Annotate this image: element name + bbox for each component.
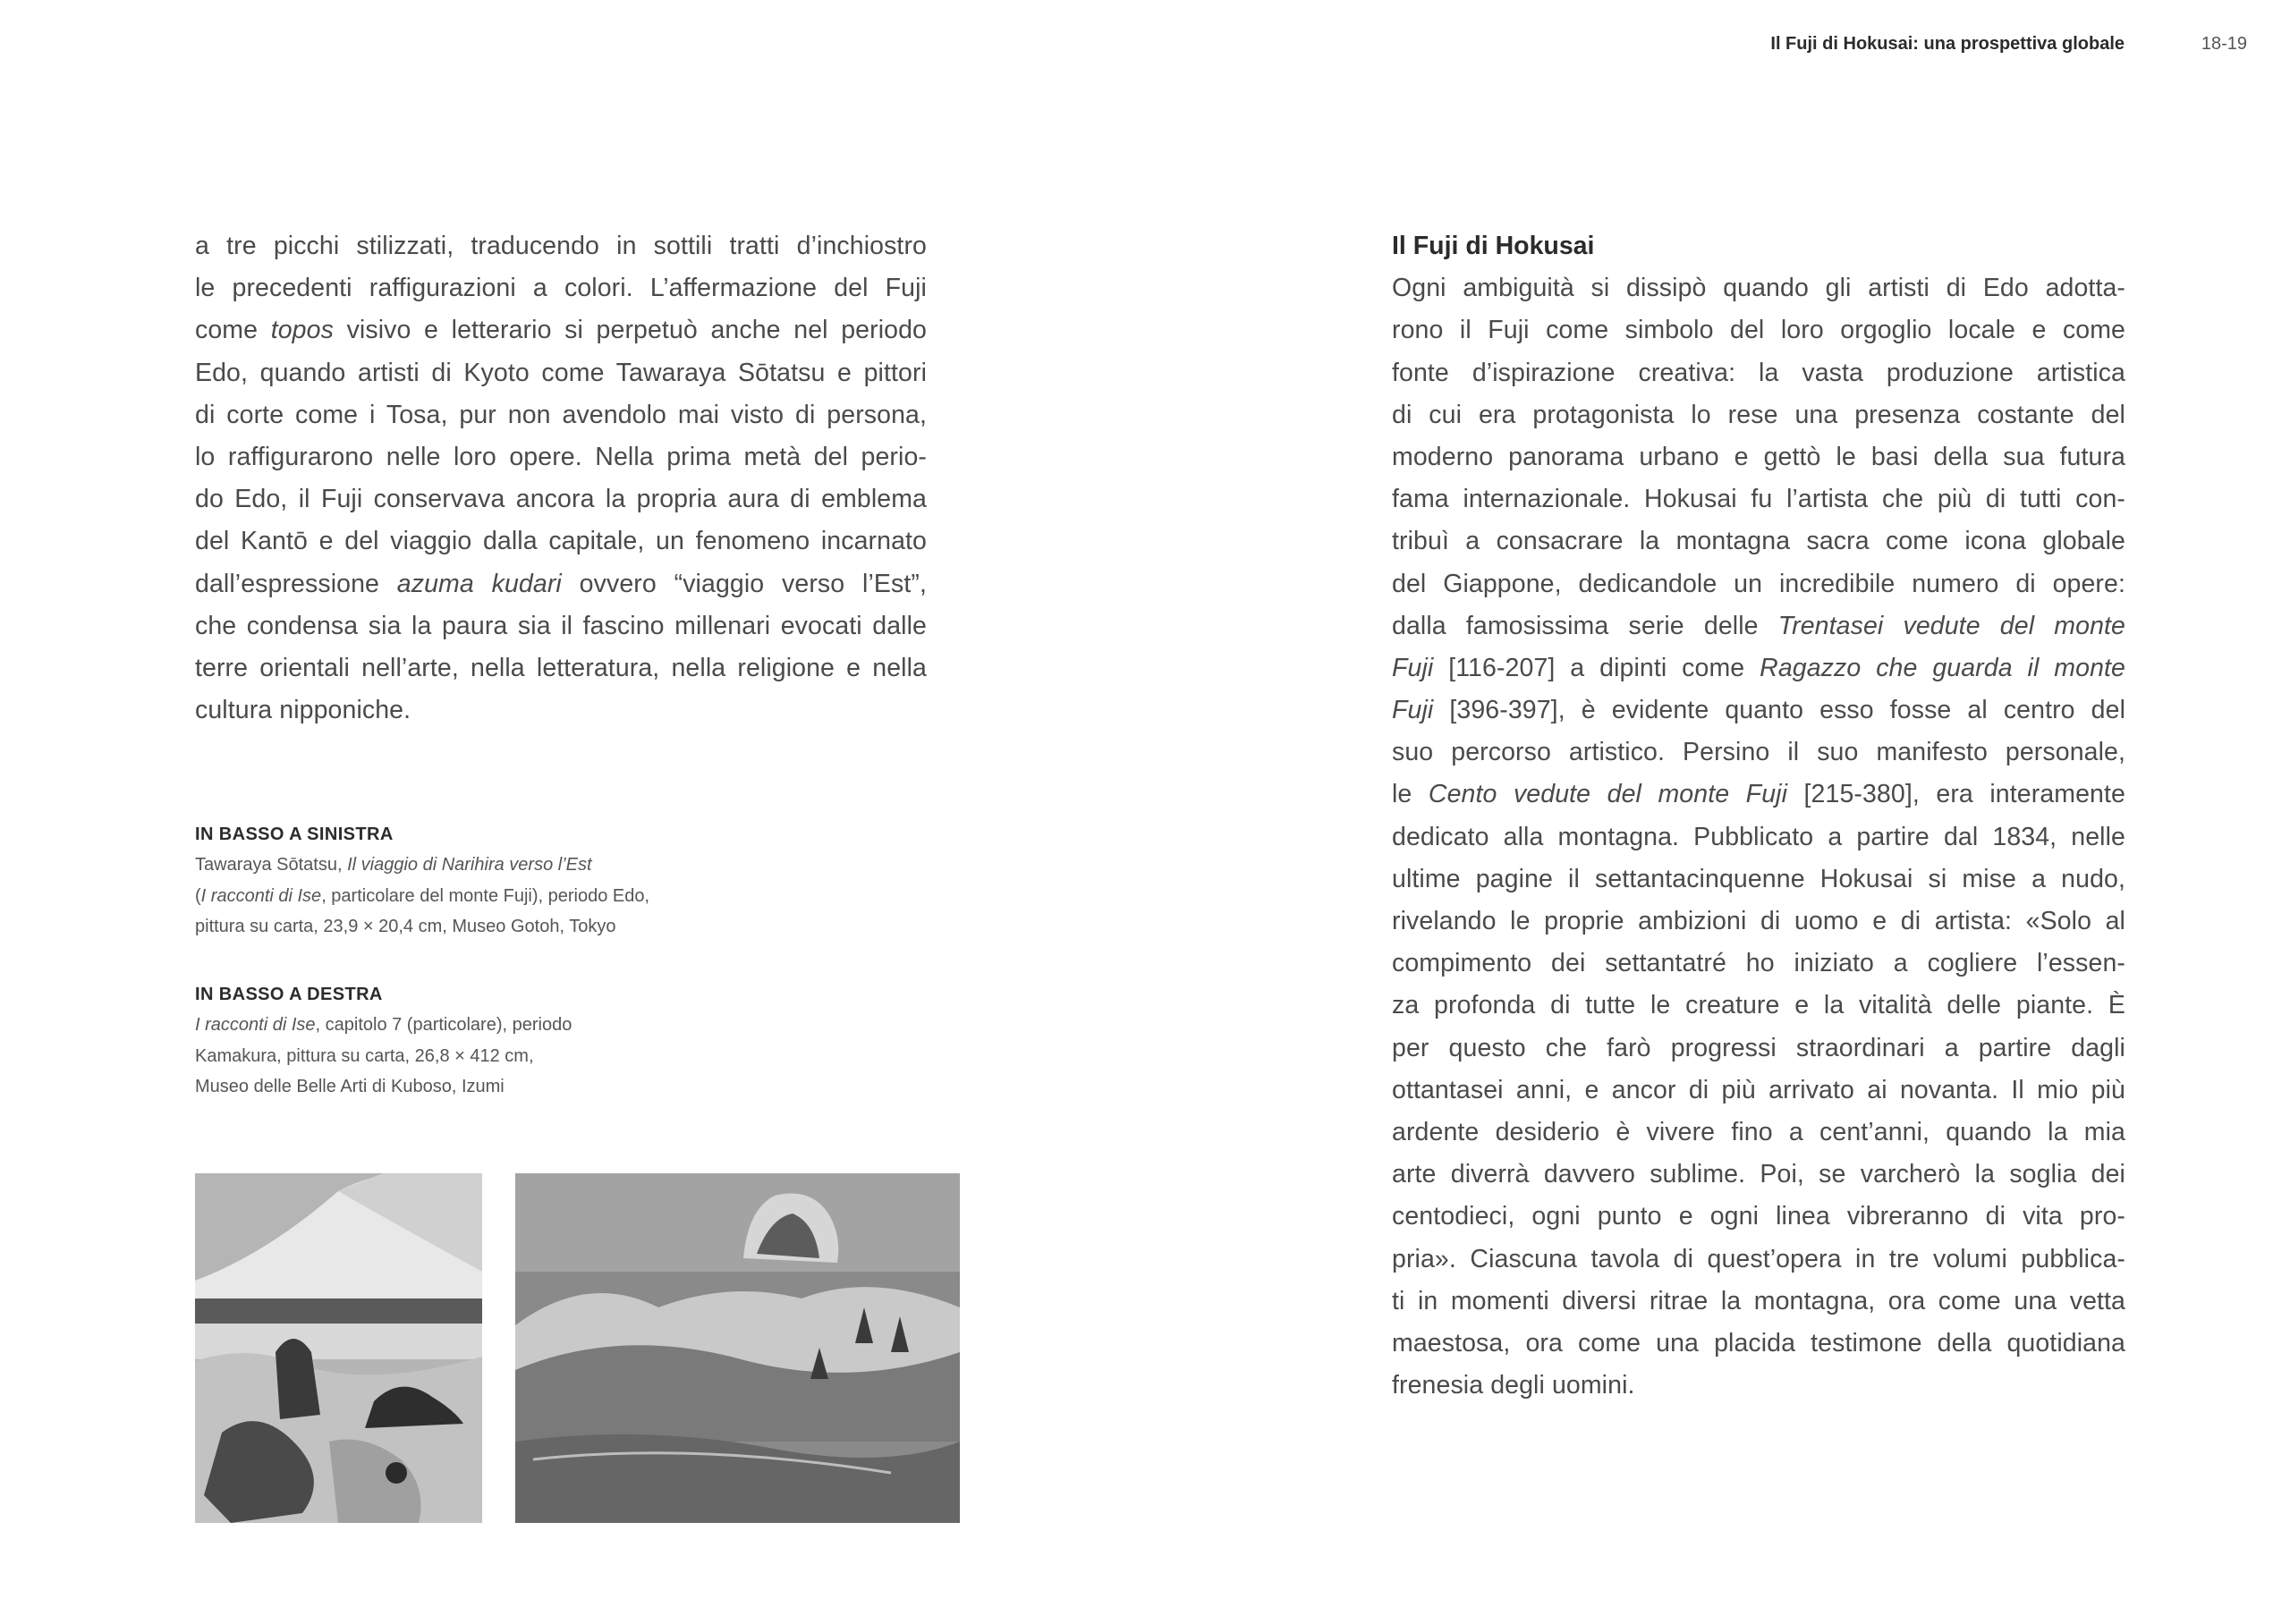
italic-text: topos [270, 316, 334, 345]
caption-bottom-left [195, 819, 821, 943]
body-text-line [1392, 689, 2125, 732]
text-run: pittura su carta, 23,9 × 20,4 cm, Museo Gotoh, Tokyo [195, 917, 616, 936]
body-text-line [1392, 901, 2125, 943]
body-text-line [1392, 394, 2125, 436]
text-run: centodieci, ogni punto e ogni linea vibreranno di vita pro- [1392, 1202, 2125, 1231]
italic-text: azuma kudari [396, 569, 562, 598]
body-text-line [1392, 352, 2125, 394]
body-text-line [1392, 309, 2125, 351]
italic-text: Cento vedute del monte Fuji [1428, 780, 1788, 809]
section-heading: Il Fuji di Hokusai [1392, 232, 1595, 260]
text-run: terre orientali nell’arte, nella letteratura, nella religione e nella [195, 653, 927, 682]
body-text-line [195, 520, 927, 562]
italic-text: Fuji [1392, 696, 1434, 725]
body-text-line [1392, 436, 2125, 478]
text-run: Edo, quando artisti di Kyoto come Tawaraya Sōtatsu e pittori [195, 358, 927, 387]
header-title: Il Fuji di Hokusai: una prospettiva globale [1770, 34, 2125, 54]
body-text-line [1392, 1281, 2125, 1323]
text-run: dedicato alla montagna. Pubblicato a partire dal 1834, nelle [1392, 822, 2125, 851]
text-run: ovvero “viaggio verso l’Est”, [561, 569, 927, 598]
body-text-line [1392, 1323, 2125, 1365]
body-text-line [1392, 943, 2125, 985]
page-numbers: 18-19 [2201, 34, 2247, 54]
text-run: frenesia degli uomini. [1392, 1371, 1635, 1400]
body-text-line [1392, 816, 2125, 859]
italic-text: I racconti di Ise [195, 1015, 316, 1035]
caption-line [195, 911, 821, 943]
text-run: [215-380], era interamente [1787, 780, 2125, 809]
body-text-line [1392, 478, 2125, 520]
caption-title: IN BASSO A SINISTRA [195, 825, 394, 844]
body-text-line [195, 647, 927, 689]
text-run: Museo delle Belle Arti di Kuboso, Izumi [195, 1077, 505, 1096]
body-text-line [195, 267, 927, 309]
text-run: dalla famosissima serie delle [1392, 611, 1778, 640]
body-text-line [1392, 520, 2125, 562]
ise-monogatari-scroll [515, 1173, 960, 1523]
text-run: le [1392, 780, 1429, 809]
italic-text: Fuji [1392, 653, 1434, 682]
caption-line [195, 850, 821, 881]
caption-line [195, 881, 821, 912]
text-run: rivelando le proprie ambizioni di uomo e di artista: «Solo al [1392, 907, 2125, 935]
body-text-line [195, 309, 927, 351]
body-text-line [1392, 985, 2125, 1027]
body-text-line [1392, 563, 2125, 605]
text-run: pria». Ciascuna tavola di quest’opera in tre volumi pubblica- [1392, 1244, 2125, 1273]
text-run: di cui era protagonista lo rese una presenza costante del [1392, 400, 2125, 429]
body-text-line [1392, 732, 2125, 774]
text-run: Ogni ambiguità si dissipò quando gli artisti di Edo adotta- [1392, 274, 2125, 303]
italic-text: I racconti di Ise [200, 885, 322, 906]
caption-line [195, 1071, 821, 1103]
text-run: za profonda di tutte le creature e la vitalità delle piante. È [1392, 991, 2125, 1020]
italic-text: Ragazzo che guarda il monte [1760, 653, 2125, 682]
body-text-line [1392, 605, 2125, 647]
text-run: rono il Fuji come simbolo del loro orgoglio locale e come [1392, 316, 2125, 345]
text-run: lo raffigurarono nelle loro opere. Nella prima metà del perio- [195, 442, 927, 471]
text-run: del Kantō e del viaggio dalla capitale, un fenomeno incarnato [195, 527, 927, 556]
body-text-line [1392, 1070, 2125, 1112]
text-run: moderno panorama urbano e gettò le basi della sua futura [1392, 442, 2125, 471]
text-run: del Giappone, dedicandole un incredibile numero di opere: [1392, 569, 2125, 598]
text-run: , capitolo 7 (particolare), periodo [315, 1015, 572, 1035]
text-run: compimento dei settantatré ho iniziato a cogliere l’essen- [1392, 949, 2125, 978]
body-text-line [195, 225, 927, 267]
text-run: arte diverrà davvero sublime. Poi, se varcherò la soglia dei [1392, 1160, 2125, 1189]
body-text-line [1392, 267, 2125, 309]
text-run: ardente desiderio è vivere fino a cent’anni, quando la mia [1392, 1117, 2125, 1146]
body-text-line [1392, 1196, 2125, 1238]
italic-text: Trentasei vedute del monte [1777, 611, 2125, 640]
caption-title: IN BASSO A DESTRA [195, 985, 383, 1004]
body-text-line [195, 563, 927, 605]
text-run: suo percorso artistico. Persino il suo manifesto personale, [1392, 738, 2125, 767]
body-text-line [1392, 1365, 2125, 1407]
body-text-line [1392, 1112, 2125, 1154]
body-text-line [195, 394, 927, 436]
text-run: come [195, 316, 271, 345]
text-run: Tawaraya Sōtatsu, [195, 855, 348, 875]
caption-line [195, 1041, 821, 1072]
right-text-column [1392, 225, 2125, 1407]
text-run: Kamakura, pittura su carta, 26,8 × 412 cm, [195, 1045, 534, 1066]
text-run: di corte come i Tosa, pur non avendolo mai visto di persona, [195, 400, 927, 429]
text-run: ultime pagine il settantacinquenne Hokusai si mise a nudo, [1392, 864, 2125, 893]
body-text-line [1392, 859, 2125, 901]
text-run: a tre picchi stilizzati, traducendo in sottili tratti d’inchiostro [195, 232, 927, 260]
text-run: , particolare del monte Fuji), periodo Edo, [321, 885, 650, 906]
body-text-line [195, 436, 927, 478]
text-run: do Edo, il Fuji conservava ancora la propria aura di emblema [195, 485, 927, 514]
body-text-line [1392, 1154, 2125, 1196]
body-text-line [1392, 1239, 2125, 1281]
body-text-line [195, 352, 927, 394]
body-text-line [1392, 1028, 2125, 1070]
text-run: per questo che farò progressi straordinari a partire dagli [1392, 1033, 2125, 1062]
text-run: le precedenti raffigurazioni a colori. L’affermazione del Fuji [195, 274, 927, 303]
text-run: che condensa sia la paura sia il fascino millenari evocati dalle [195, 611, 927, 640]
text-run: maestosa, ora come una placida testimone della quotidiana [1392, 1328, 2125, 1358]
text-run: dall’espressione [195, 569, 397, 598]
text-run: ottantasei anni, e ancor di più arrivato ai novanta. Il mio più [1392, 1075, 2125, 1104]
body-text-line [195, 478, 927, 520]
text-run: ti in momenti diversi ritrae la montagna, ora come una vetta [1392, 1286, 2125, 1315]
text-run: cultura nipponiche. [195, 696, 411, 725]
text-run: [396-397], è evidente quanto esso fosse al centro del [1433, 696, 2125, 725]
caption-line [195, 1010, 821, 1041]
text-run: fama internazionale. Hokusai fu l’artista che più di tutti con- [1392, 485, 2125, 514]
italic-text: Il viaggio di Narihira verso l’Est [347, 855, 592, 875]
body-text-line [195, 689, 927, 732]
body-text-line [1392, 774, 2125, 816]
caption-bottom-right [195, 979, 821, 1103]
text-run: ( [195, 885, 201, 906]
body-text-line [1392, 647, 2125, 689]
left-text-column [195, 225, 927, 732]
text-run: [116-207] a dipinti come [1433, 653, 1760, 682]
text-run: visivo e letterario si perpetuò anche nel periodo [333, 316, 927, 345]
text-run: fonte d’ispirazione creativa: la vasta produzione artistica [1392, 358, 2125, 387]
sotatsu-narihira-painting [195, 1173, 482, 1523]
body-text-line [195, 605, 927, 647]
text-run: tribuì a consacrare la montagna sacra come icona globale [1392, 527, 2125, 556]
